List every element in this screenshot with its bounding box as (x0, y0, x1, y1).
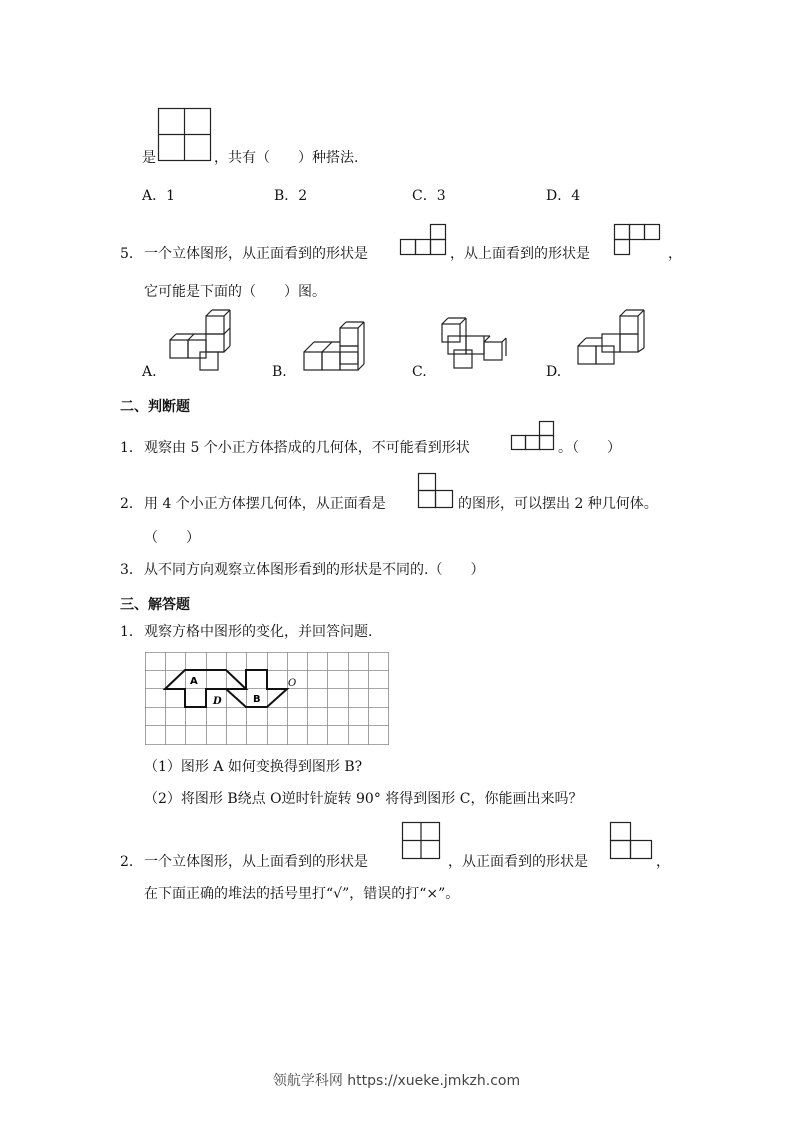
q5-line-2: 它可能是下面的（ ）图。 (144, 284, 326, 300)
q4-option-c[interactable]: C．3 (412, 188, 446, 204)
s3-q2-text-1: 一个立体图形，从上面看到的形状是 (144, 854, 368, 870)
q5-option-d-cubes-drawing (574, 314, 646, 372)
q5-option-a-label[interactable]: A. (142, 364, 157, 380)
q5-option-b-label[interactable]: B. (272, 364, 287, 380)
label-b: B (253, 694, 261, 705)
q5-option-c-cubes-drawing (440, 316, 508, 372)
q4-option-d[interactable]: D．4 (546, 188, 581, 204)
section-2-title: 二、判断题 (120, 399, 190, 415)
s3-q1-number: 1． (120, 624, 143, 640)
s2-q2-text: 用 4 个小正方体摆几何体，从正面看是 (144, 496, 386, 512)
s2-q1-number: 1． (120, 440, 143, 456)
s3-q1-sub1: （1）图形 A 如何变换得到图形 B? (144, 759, 363, 775)
s2-q1-text: 观察由 5 个小正方体搭成的几何体，不可能看到形状 (144, 440, 470, 456)
label-a: A (190, 676, 198, 687)
s3-q2-front-view-figure (610, 822, 654, 860)
q5-option-b-cubes-drawing (300, 322, 368, 372)
s3-q1-grid-figure (145, 652, 390, 745)
s2-q2-front-view-figure (418, 472, 456, 508)
s3-q2-line2: 在下面正确的堆法的括号里打“√”，错误的打“×”。 (144, 886, 460, 902)
section-3-title: 三、解答题 (120, 597, 190, 613)
s3-q2-text-3: ， (656, 854, 670, 870)
q5-top-view-figure (613, 223, 663, 257)
q5-text-1: 一个立体图形，从正面看到的形状是 (144, 246, 368, 262)
s2-q2-tail: 的图形，可以摆出 2 种几何体。 (458, 496, 658, 512)
s2-q3-text: 从不同方向观察立体图形看到的形状是不同的.（ ） (144, 562, 485, 578)
q5-option-d-label[interactable]: D. (546, 364, 562, 380)
page-footer: 领航学科网 https://xueke.jmkzh.com (272, 1073, 521, 1089)
q5-text-2: ，从上面看到的形状是 (450, 246, 590, 262)
q4-figure-2x2-square (158, 108, 212, 162)
q4-suffix: ，共有（ ）种搭法. (214, 150, 359, 166)
s2-q1-shape-figure (511, 419, 557, 453)
q5-option-a-cubes-drawing (168, 314, 236, 370)
label-d: D (213, 696, 222, 707)
s3-q1-text: 观察方格中图形的变化，并回答问题. (144, 624, 373, 640)
q5-number: 5． (120, 246, 143, 262)
s2-q2-number: 2． (120, 496, 143, 512)
s3-q2-number: 2． (120, 854, 143, 870)
q5-front-view-figure (400, 223, 448, 257)
q4-option-a[interactable]: A．1 (142, 188, 176, 204)
s2-q2-line2: （ ） (144, 530, 200, 546)
q5-option-c-label[interactable]: C. (412, 364, 427, 380)
label-o: O (288, 678, 297, 689)
s2-q3-number: 3． (120, 562, 143, 578)
q5-text-3: ， (668, 246, 682, 262)
s3-q2-top-view-figure (402, 822, 442, 860)
q4-option-b[interactable]: B．2 (274, 188, 308, 204)
s3-q2-text-2: ，从正面看到的形状是 (448, 854, 588, 870)
s2-q1-tail: 。（ ） (558, 440, 621, 456)
q4-prefix: 是 (142, 150, 156, 166)
s3-q1-sub2: （2）将图形 B绕点 O逆时针旋转 90° 将得到图形 C，你能画出来吗？ (144, 791, 583, 807)
